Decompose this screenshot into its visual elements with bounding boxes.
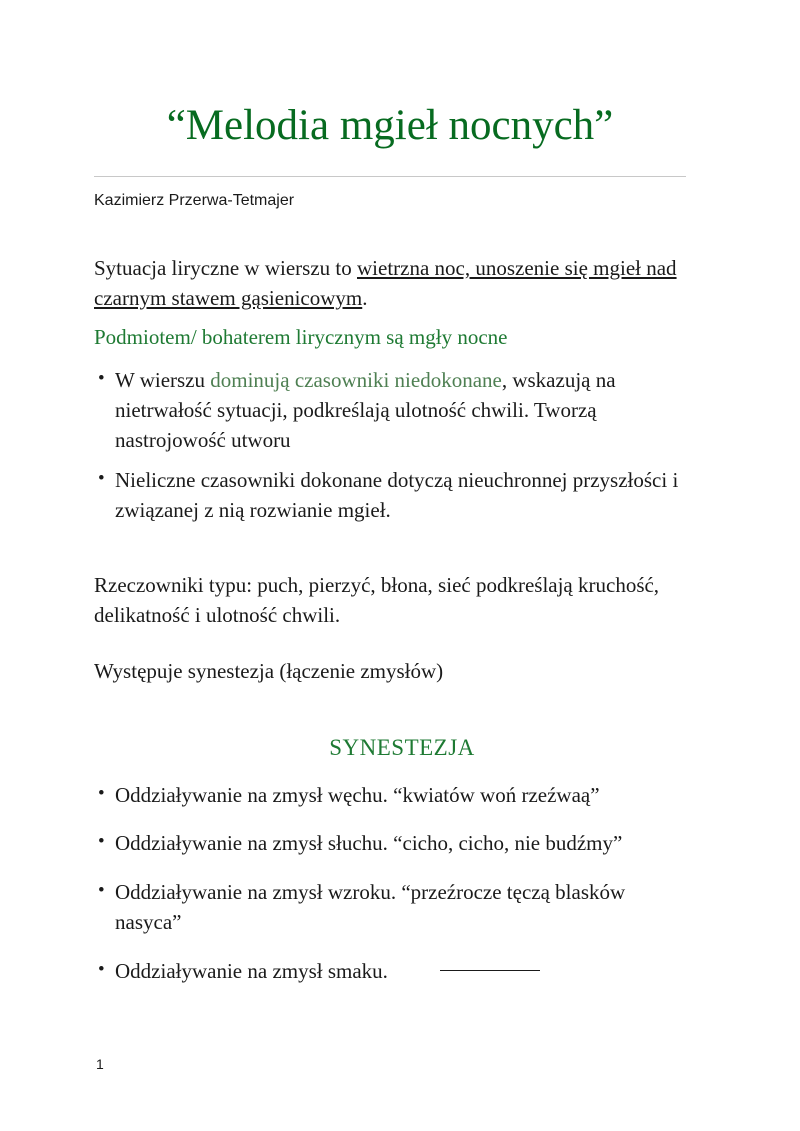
green-statement: Podmiotem/ bohaterem lirycznym są mgły nocne <box>94 324 508 349</box>
document-body <box>94 254 686 987</box>
post-heading-spacer <box>94 765 686 781</box>
list-item <box>94 878 686 938</box>
paragraph-lead-text: Sytuacja liryczne w wierszu to <box>94 255 357 280</box>
paragraph-nouns: Rzeczowniki typu: puch, pierzyć, błona, sieć podkreślają kruchość, delikatność i ulotność chwili. <box>94 573 660 628</box>
bullet-lead-text: W wierszu <box>115 368 211 393</box>
page-number: 1 <box>96 1056 104 1072</box>
synesthesia-taste-text: Oddziaływanie na zmysł smaku. <box>115 958 388 983</box>
verbs-bullet-list <box>94 366 686 525</box>
list-item <box>94 366 686 455</box>
list-item <box>94 957 686 987</box>
section-heading-synestezja: SYNESTEZJA <box>329 734 475 760</box>
bullet-highlight-text: dominują czasowniki niedokonane <box>210 368 502 393</box>
synesthesia-hearing-text: Oddziaływanie na zmysł słuchu. “cicho, cicho, nie budźmy” <box>115 831 623 856</box>
title-divider <box>94 176 686 177</box>
paragraph-lyrical-situation <box>94 254 686 314</box>
bullet-end-text: , wskazują na nietrwałość sytuacji, podkreślają ulotność chwili. Tworzą nastrojowość utworu <box>115 368 616 452</box>
page-content <box>94 0 686 1006</box>
synesthesia-bullet-list <box>94 781 686 987</box>
list-item <box>94 829 686 859</box>
synesthesia-sight-text: Oddziaływanie na zmysł wzroku. “przeźrocze tęczą blasków nasyca” <box>115 880 626 934</box>
bullet-end-text: Nieliczne czasowniki dokonane dotyczą nieuchronnej przyszłości i związanej z nią rozwianie mgieł. <box>115 467 679 522</box>
author-byline: Kazimierz Przerwa-Tetmajer <box>94 192 295 210</box>
blank-answer-line <box>440 970 540 971</box>
section-spacer <box>94 535 686 571</box>
heading-spacer <box>94 696 686 732</box>
page-title: “Melodia mgieł nocnych” <box>166 102 614 149</box>
paragraph-synesthesia-intro: Występuje synestezja (łączenie zmysłów) <box>94 659 444 684</box>
paragraph-end-text: . <box>362 285 368 310</box>
list-item <box>94 466 686 526</box>
synesthesia-smell-text: Oddziaływanie na zmysł węchu. “kwiatów woń rzeźwaą” <box>115 782 600 807</box>
underlined-phrase: wietrzna noc, unoszenie się mgieł nad czarnym stawem gąsienicowym <box>94 255 677 310</box>
list-item <box>94 781 686 811</box>
